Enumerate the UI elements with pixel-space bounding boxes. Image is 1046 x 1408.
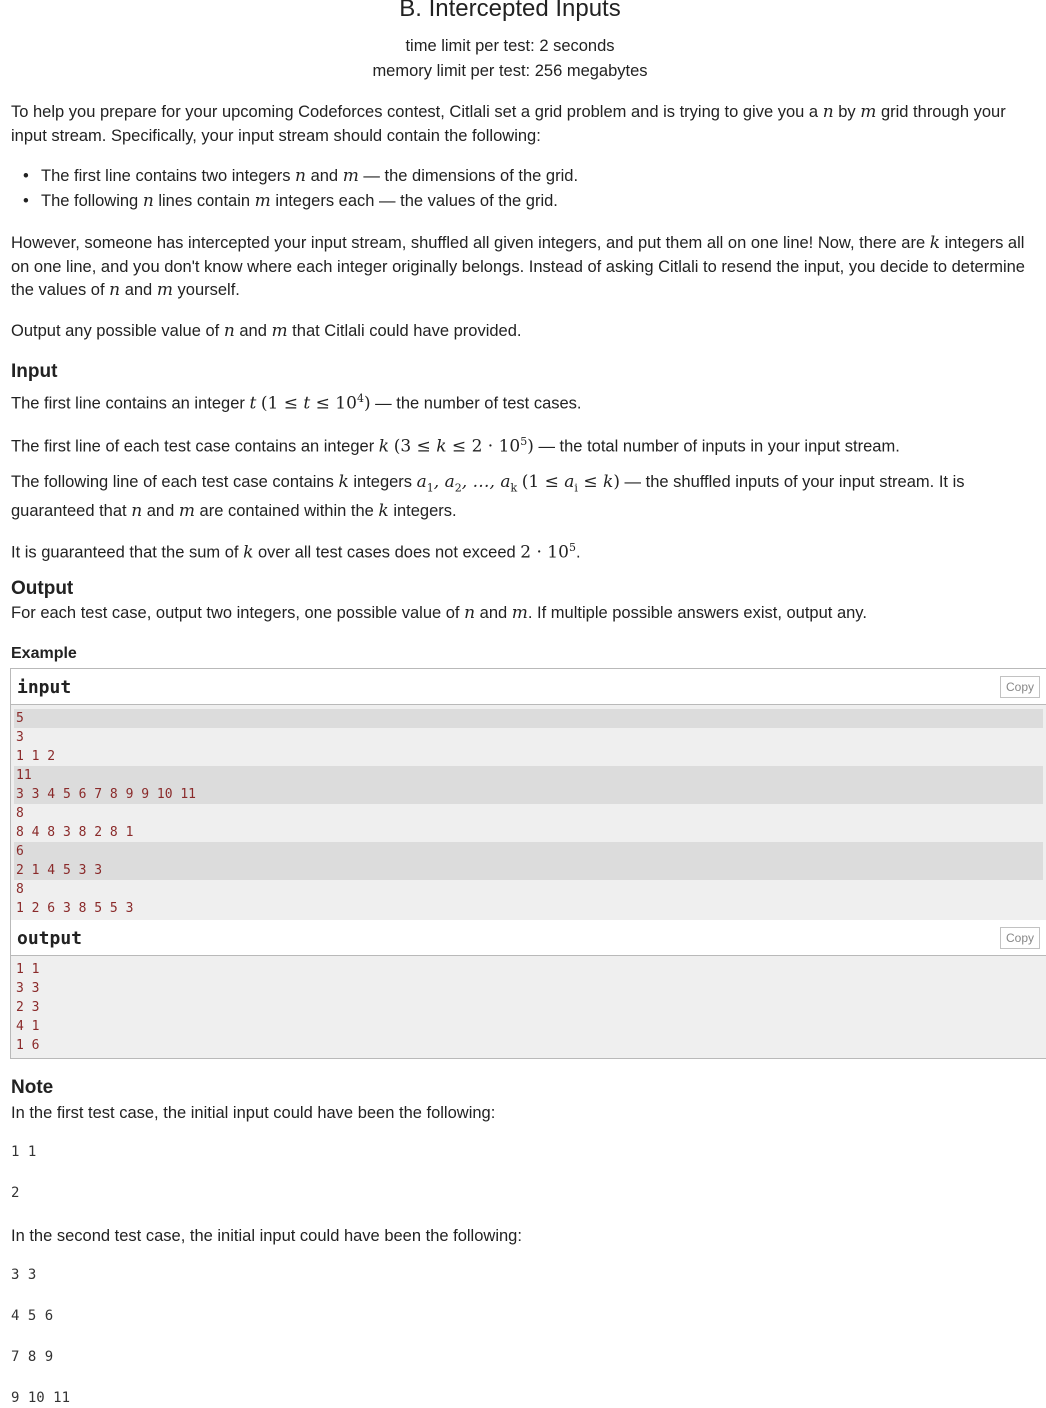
math-var: k [378, 500, 389, 521]
note-section-title: Note [11, 1077, 54, 1098]
text: integers. [388, 501, 457, 520]
list-item [41, 189, 578, 214]
math: (1 ≤ [521, 472, 565, 492]
example-output-lines [11, 956, 1046, 1058]
math-sub: i [574, 481, 578, 495]
output-section-title: Output [11, 578, 74, 599]
math-var: k [338, 472, 349, 492]
problem-title: B. Intercepted Inputs [399, 0, 621, 22]
input-line: 8 4 8 3 8 2 8 1 [16, 825, 134, 840]
note-first-line: 2 [11, 1185, 20, 1201]
math: ≤ 2 · 10 [446, 436, 521, 457]
copy-output-button[interactable]: Copy [1000, 927, 1040, 949]
text: and [234, 322, 272, 340]
text: The following line of each test case contains [11, 473, 339, 491]
input-line: 8 [16, 882, 24, 897]
math-var: m [178, 500, 195, 521]
example-input-box [10, 668, 1046, 922]
math-var: k [378, 436, 390, 457]
text: The first line contains an integer [11, 394, 250, 413]
note-second-line: 7 8 9 [11, 1349, 54, 1365]
math: (1 ≤ [260, 393, 304, 414]
grid-format-list [0, 164, 578, 214]
math-var: t [249, 393, 257, 414]
statement-intro [11, 101, 1045, 148]
text: are contained within the [194, 501, 379, 520]
math-var: k [929, 233, 941, 253]
math-sub: k [510, 481, 518, 495]
list-item [41, 164, 578, 189]
math-var: n [109, 280, 121, 300]
text: integers [348, 473, 417, 491]
input-line: 6 [14, 842, 1043, 861]
text: — the number of test cases. [370, 394, 582, 413]
text: The first line of each test case contains an integer [11, 437, 379, 456]
example-output-label: output [17, 928, 83, 949]
math-var: t [303, 393, 311, 414]
input-line: 3 3 4 5 6 7 8 9 9 10 11 [14, 785, 1043, 804]
text: It is guaranteed that the sum of [11, 543, 244, 562]
output-line: 1 1 [16, 962, 40, 977]
text: — the shuffled inputs of your input stream. It is guaranteed that [11, 473, 965, 520]
math-var: k [603, 472, 614, 492]
math-sub: 1 [426, 481, 434, 495]
text: integers all on one line, and you don't know where each integer originally belongs. Instead of asking Citlali to resend the input, you decide to determine the values of [11, 234, 1025, 299]
text: and [142, 501, 179, 520]
math-var: k [436, 436, 447, 457]
input-line: 3 [16, 730, 24, 745]
math-var: , a [433, 472, 455, 492]
text: over all test cases does not exceed [253, 543, 521, 562]
example-input-label: input [17, 677, 72, 698]
math: 2 · 10 [520, 542, 569, 563]
note-first-line: 1 1 [11, 1144, 37, 1160]
math-var: n [142, 191, 154, 211]
input-line: 1 2 6 3 8 5 5 3 [16, 901, 134, 916]
input-line-1 [11, 387, 1045, 416]
math-var: n [464, 603, 476, 623]
math-var: k [243, 542, 254, 563]
text: For each test case, output two integers, one possible value of [11, 604, 465, 622]
output-line: 1 6 [16, 1038, 40, 1053]
math-var: m [860, 102, 877, 122]
text: — the dimensions of the grid. [358, 167, 579, 185]
input-line-4 [11, 536, 1045, 565]
math-sub: 2 [454, 481, 462, 495]
output-line: 4 1 [16, 1019, 40, 1034]
math-var: m [254, 191, 271, 211]
note-first: In the first test case, the initial input could have been the following: [11, 1104, 496, 1122]
example-output-header [11, 920, 1046, 956]
text: yourself. [172, 281, 240, 299]
math-var: m [511, 603, 528, 623]
math: (3 ≤ [393, 436, 437, 457]
input-section-title: Input [11, 361, 58, 382]
math-sup: 5 [568, 541, 576, 554]
memory-limit: memory limit per test: 256 megabytes [372, 62, 648, 80]
math: ) [613, 472, 620, 492]
input-line: 2 1 4 5 3 3 [14, 861, 1043, 880]
input-line: 5 [14, 709, 1043, 728]
text: The first line contains two integers [41, 167, 296, 185]
math: ) [527, 436, 534, 457]
text: integers each — the values of the grid. [270, 192, 558, 210]
example-output-box [10, 920, 1046, 1059]
text: and [120, 281, 157, 299]
input-line: 8 [16, 806, 24, 821]
text: The following [41, 192, 143, 210]
text: To help you prepare for your upcoming Codeforces contest, Citlali set a grid problem and is trying to give you a [11, 103, 823, 121]
text: However, someone has intercepted your input stream, shuffled all given integers, and put them all on one line! Now, there are [11, 234, 930, 252]
note-second-line: 4 5 6 [11, 1308, 54, 1324]
math-sup: 5 [520, 435, 528, 448]
math-var: a [564, 472, 575, 492]
math: ≤ 10 [310, 393, 357, 414]
text: and [306, 167, 343, 185]
text: grid through your input stream. Specifically, your input stream should contain the following: [11, 103, 1006, 145]
output-line-1 [11, 602, 1045, 626]
math-var: , …, a [461, 472, 511, 492]
time-limit: time limit per test: 2 seconds [405, 37, 615, 55]
statement-para3 [11, 320, 1045, 344]
example-input-lines [11, 705, 1046, 921]
input-line: 1 1 2 [16, 749, 56, 764]
math-var: m [271, 321, 288, 341]
output-line: 2 3 [16, 1000, 40, 1015]
math-var: n [131, 500, 143, 521]
math-var: a [416, 472, 427, 492]
math-var: m [342, 166, 359, 186]
text: and [475, 604, 512, 622]
text: by [833, 103, 861, 121]
text: — the total number of inputs in your input stream. [533, 437, 900, 456]
text: . If multiple possible answers exist, output any. [527, 604, 867, 622]
math: ) [363, 393, 371, 414]
text: Output any possible value of [11, 322, 224, 340]
math-sup: 4 [356, 392, 364, 405]
text: . [575, 543, 581, 562]
math-var: n [822, 102, 834, 122]
math-var: n [223, 321, 235, 341]
note-second-line: 3 3 [11, 1267, 37, 1283]
statement-para2 [11, 232, 1045, 303]
input-line-2 [11, 430, 1045, 459]
input-line-3 [11, 471, 1045, 523]
example-input-header [11, 669, 1046, 705]
text: that Citlali could have provided. [287, 322, 522, 340]
copy-input-button[interactable]: Copy [1000, 676, 1040, 698]
example-label: Example [11, 645, 77, 662]
math-var: m [156, 280, 173, 300]
output-line: 3 3 [16, 981, 40, 996]
text: lines contain [153, 192, 255, 210]
input-line: 11 [14, 766, 1043, 785]
math-var: n [295, 166, 306, 186]
note-second: In the second test case, the initial input could have been the following: [11, 1227, 522, 1245]
note-second-line: 9 10 11 [11, 1390, 71, 1406]
math: ≤ [577, 472, 603, 492]
